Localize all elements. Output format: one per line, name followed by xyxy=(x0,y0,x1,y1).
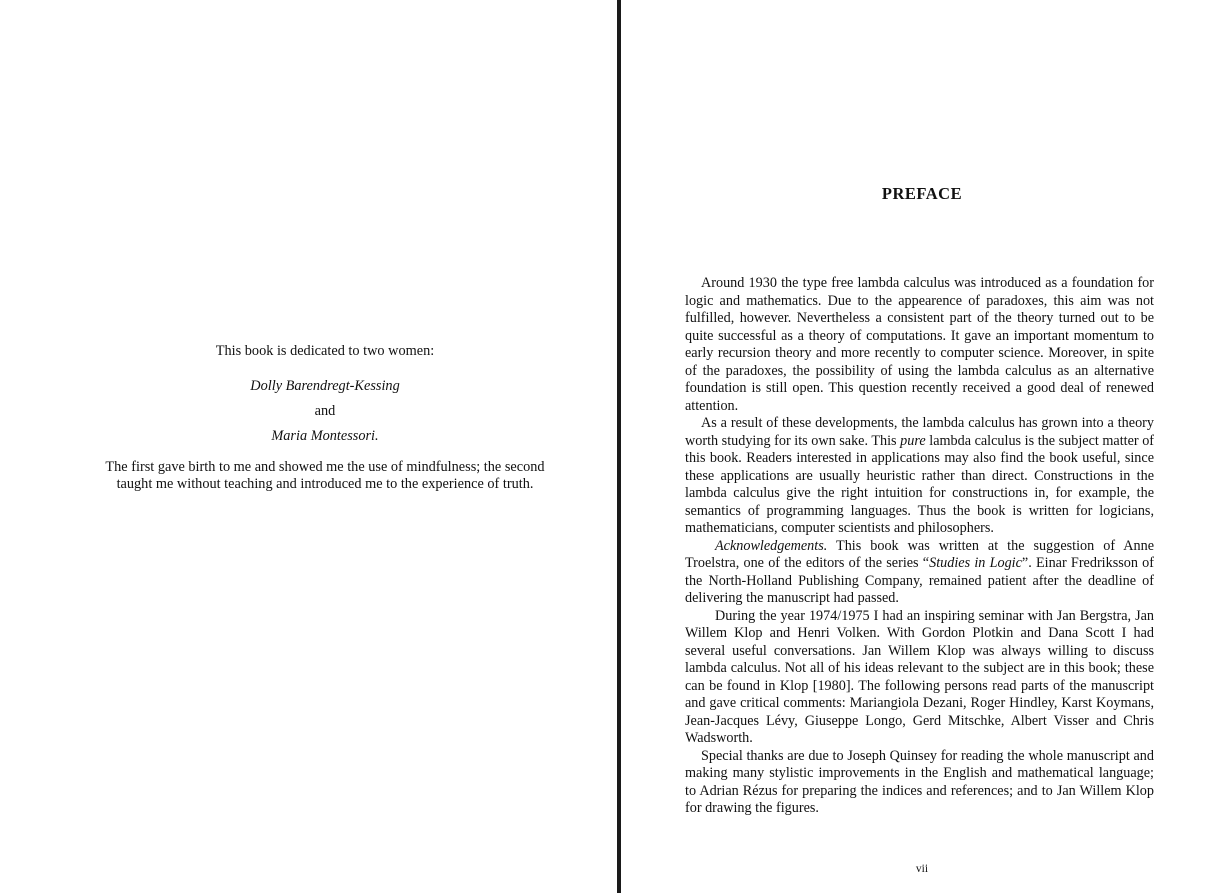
page-number: vii xyxy=(915,863,929,875)
preface-paragraph-5: Special thanks are due to Joseph Quinsey for reading the whole manuscript and making many stylistic improvements in the English and mathematical language; to Adrian Rézus for preparing the indices and references; and to Jan Willem Klop for drawing the figures. xyxy=(685,747,1154,816)
para2-text-b: lambda calculus is the subject matter of this book. Readers interested in applications may also find the book useful, since these applications are usually heuristic rather than direct. Constructions in the lambda calculus give the right intuition for constructions in, for example, the semantics of programming languages. Thus the book is written for logicians, mathematicians, computer scientists and philosophers. xyxy=(685,432,1155,536)
dedicatee-name-2: Maria Montessori. xyxy=(271,428,379,444)
preface-paragraph-1: Around 1930 the type free lambda calculus was introduced as a foundation for logic and mathematics. Due to the appearence of paradoxes, this aim was not fulfilled, however. Nevertheless a consistent part of the theory turned out to be quite successful as a theory of computations. It gave an important momentum to early recursion theory and more recently to computer science. Moreover, in spite of the paradoxes, the possibility of using the lambda calculus as an alternative foundation is still open. This question recently received a good deal of renewed attention. xyxy=(685,275,1154,414)
preface-paragraph-3 xyxy=(685,538,1154,608)
preface-paragraph-4: During the year 1974/1975 I had an inspiring seminar with Jan Bergstra, Jan Willem Klop and Henri Volken. With Gordon Plotkin and Dana Scott I had several useful conversations. Jan Willem Klop was always willing to discuss lambda calculus. Not all of his ideas relevant to the subject are in this book; these can be found in Klop [1980]. The following persons read parts of the manuscript and gave critical comments: Mariangiola Dezani, Roger Hindley, Karst Koymans, Jean-Jacques Lévy, Giuseppe Longo, Gerd Mitschke, Albert Visser and Chris Wadsworth. xyxy=(685,607,1154,746)
dedication-text: The first gave birth to me and showed me the use of mindfulness; the second taught me without teaching and introduced me to the experience of truth. xyxy=(105,459,545,492)
dedication xyxy=(100,343,550,493)
pure-emphasis: pure xyxy=(900,432,926,449)
para3-text-a: This book was written at the suggestion of Anne Troelstra, one of the editors of the series “ xyxy=(685,537,1154,571)
preface-body xyxy=(685,275,1154,818)
acknowledgements-heading: Acknowledgements. xyxy=(715,537,828,554)
series-title: Studies in Logic xyxy=(929,555,1022,571)
preface-paragraph-2 xyxy=(685,415,1154,538)
book-gutter xyxy=(617,0,621,893)
dedication-intro: This book is dedicated to two women: xyxy=(215,343,435,359)
para2-text-a: As a result of these developments, the lambda calculus has grown into a theory worth studying for its own sake. This xyxy=(685,415,1154,449)
para3-text-b: ”. Einar Fredriksson of the North-Holland Publishing Company, remained patient after the deadline of delivering the manuscript had passed. xyxy=(685,555,1154,606)
preface-title: PREFACE xyxy=(881,184,963,203)
right-page xyxy=(622,0,1229,893)
dedication-and: and xyxy=(314,403,336,419)
dedicatee-name-1: Dolly Barendregt-Kessing xyxy=(250,378,400,394)
